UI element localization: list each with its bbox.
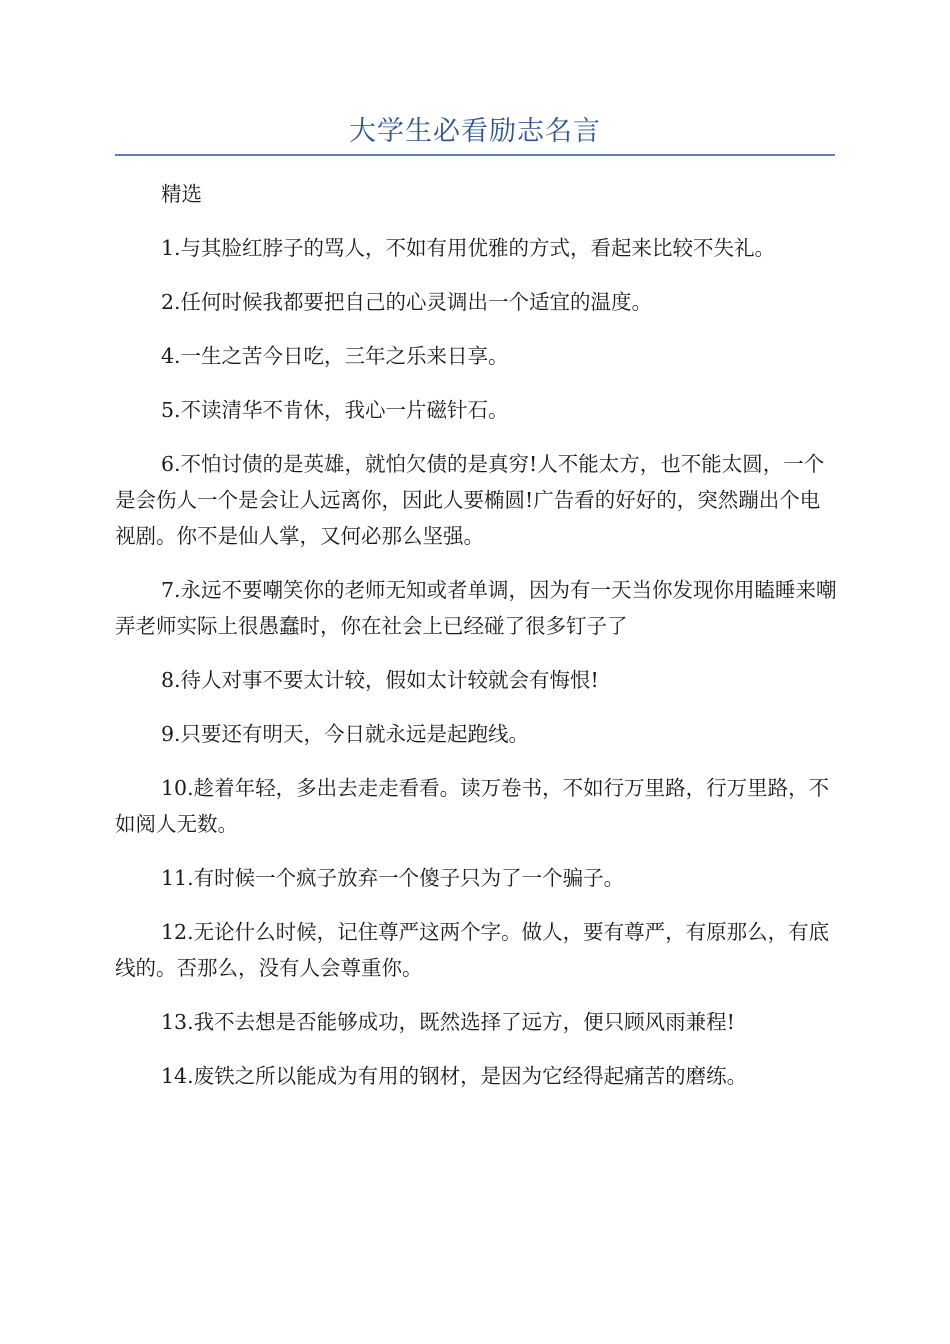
quote-paragraph: 11.有时候一个疯子放弃一个傻子只为了一个骗子。 — [161, 866, 625, 890]
quote-paragraph: 12.无论什么时候，记住尊严这两个字。做人，要有尊严，有原那么，有底线的。否那么，没有人会尊重你。 — [115, 920, 830, 980]
paragraph-heading: 精选 — [161, 182, 202, 206]
quote-paragraph: 2.任何时候我都要把自己的心灵调出一个适宜的温度。 — [161, 290, 653, 314]
quote-paragraph: 5.不读清华不肯休，我心一片磁针石。 — [161, 398, 509, 422]
quote-paragraph: 13.我不去想是否能够成功，既然选择了远方，便只顾风雨兼程! — [161, 1010, 735, 1034]
quote-paragraph: 10.趁着年轻，多出去走走看看。读万卷书，不如行万里路，行万里路，不如阅人无数。 — [115, 776, 830, 836]
quote-paragraph: 14.废铁之所以能成为有用的钢材，是因为它经得起痛苦的磨练。 — [161, 1064, 748, 1088]
quote-paragraph: 1.与其脸红脖子的骂人，不如有用优雅的方式，看起来比较不失礼。 — [161, 236, 776, 260]
page-title: 大学生必看励志名言 — [349, 116, 601, 147]
title-underline — [115, 154, 835, 156]
quote-paragraph: 9.只要还有明天，今日就永远是起跑线。 — [161, 722, 530, 746]
quote-paragraph: 7.永远不要嘲笑你的老师无知或者单调，因为有一天当你发现你用瞌睡来嘲弄老师实际上很愚蠢时，你在社会上已经碰了很多钉子了 — [115, 578, 837, 638]
quote-paragraph: 6.不怕讨债的是英雄，就怕欠债的是真穷!人不能太方，也不能太圆，一个是会伤人一个是会让人远离你，因此人要椭圆!广告看的好好的，突然蹦出个电视剧。你不是仙人掌，又何必那么坚强。 — [115, 452, 825, 548]
quote-paragraph: 4.一生之苦今日吃，三年之乐来日享。 — [161, 344, 509, 368]
document-body — [115, 176, 837, 1112]
quote-paragraph: 8.待人对事不要太计较，假如太计较就会有悔恨! — [161, 668, 599, 692]
